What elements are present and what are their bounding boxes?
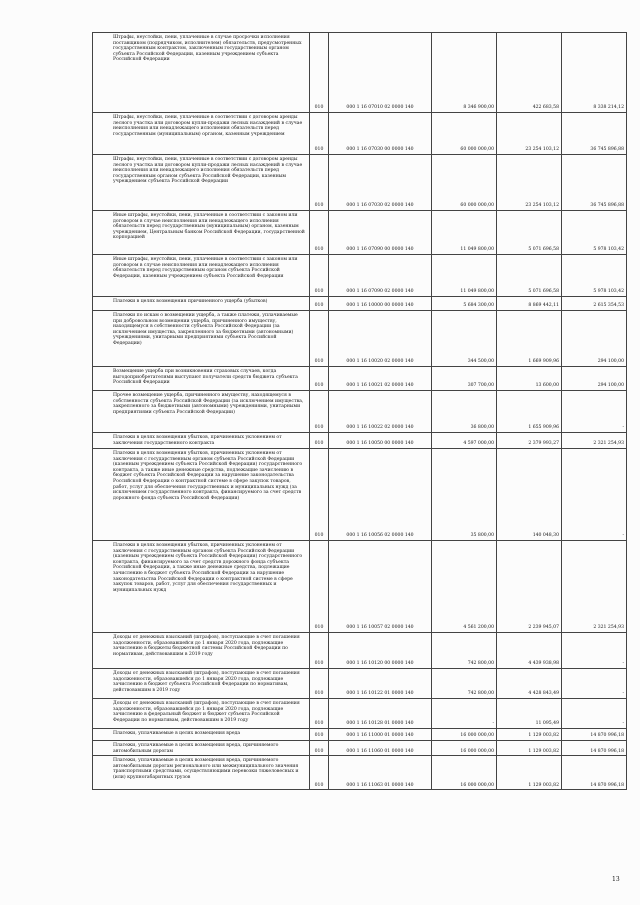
row-name-cell: Платежи, уплачиваемые в целях возмещения вреда, причиняемого автомобильным дорогам — [93, 741, 310, 756]
row-name-cell: Платежи в целях возмещения убытков, причиненных уклонением от заключения с государственным органом субъекта Российской Федерации (казенным учреждением субъекта Российской Федерации) государственного контракта, а также иные денежные средства, подлежащие зачислению в бюджет субъекта Российской Федерации за нарушение законодательства Российской Федерации о контрактной системе в сфере закупок товаров, работ, услуг для обеспечения государственных и муниципальных нужд (за исключением государственного контракта, финансируемого за счет средств дорожного фонда субъекта Российской Федерации) — [93, 449, 310, 541]
row-classification-code-cell: 000 1 16 10000 00 0000 140 — [329, 297, 432, 311]
row-classification-code-cell: 000 1 16 10057 02 0000 140 — [329, 541, 432, 633]
row-approved-amount-cell: 344 500,00 — [432, 311, 497, 367]
row-code-cell: 010 — [310, 367, 329, 391]
row-code-cell: 010 — [310, 113, 329, 155]
row-name-cell: Возмещение ущерба при возникновении страховых случаев, когда выгодоприобретателями выступают получатели средств бюджета субъекта Российской Федерации — [93, 367, 310, 391]
table-row — [93, 113, 627, 155]
row-classification-code-cell: 000 1 16 11060 01 0000 140 — [329, 741, 432, 756]
row-name-cell: Платежи в целях возмещения убытков, причиненных уклонением от заключения с государственным органом субъекта Российской Федерации (казенным учреждением субъекта Российской Федерации) государственного контракта, финансируемого за счет средств дорожного фонда субъекта Российской Федерации, а также иные денежные средства, подлежащие зачислению в бюджет субъекта Российской Федерации за нарушение законодательства Российской Федерации о контрактной системе в сфере закупок товаров, работ, услуг для обеспечения государственных и муниципальных нужд — [93, 541, 310, 633]
row-approved-amount-cell: 742 800,00 — [432, 669, 497, 699]
row-name-cell: Иные штрафы, неустойки, пени, уплаченные в соответствии с законом или договором в случае неисполнения или ненадлежащего исполнения обязательств перед государственным (муниципальным) органом, казенным учреждением, Центральным банком Российской Федерации, государственной корпорацией — [93, 211, 310, 255]
table-row — [93, 669, 627, 699]
row-classification-code-cell: 000 1 16 10020 02 0000 140 — [329, 311, 432, 367]
row-classification-code-cell: 000 1 16 10122 01 0000 140 — [329, 669, 432, 699]
table-row — [93, 211, 627, 255]
table-row — [93, 311, 627, 367]
row-unexecuted-amount-cell: 2 615 354,53 — [562, 297, 627, 311]
row-approved-amount-cell: 307 700,00 — [432, 367, 497, 391]
row-approved-amount-cell: 36 800,00 — [432, 391, 497, 433]
table-row — [93, 633, 627, 669]
row-approved-amount-cell: 60 000 000,00 — [432, 155, 497, 211]
row-unexecuted-amount-cell: 8 338 214,12 — [562, 33, 627, 113]
row-code-cell: 010 — [310, 541, 329, 633]
table-row — [93, 433, 627, 449]
row-approved-amount-cell: 11 049 800,00 — [432, 255, 497, 297]
row-approved-amount-cell: 11 049 800,00 — [432, 211, 497, 255]
row-classification-code-cell: 000 1 16 11000 01 0000 140 — [329, 729, 432, 741]
row-unexecuted-amount-cell: - — [562, 391, 627, 433]
row-approved-amount-cell: 4 597 000,00 — [432, 433, 497, 449]
row-unexecuted-amount-cell: 5 978 103,42 — [562, 255, 627, 297]
table-row — [93, 729, 627, 741]
row-approved-amount-cell: 8 346 900,00 — [432, 33, 497, 113]
row-classification-code-cell: 000 1 16 10022 02 0000 140 — [329, 391, 432, 433]
row-code-cell: 010 — [310, 669, 329, 699]
row-unexecuted-amount-cell: 14 870 996,18 — [562, 756, 627, 790]
row-classification-code-cell: 000 1 16 10050 00 0000 140 — [329, 433, 432, 449]
table-row — [93, 699, 627, 729]
row-classification-code-cell: 000 1 16 10021 02 0000 140 — [329, 367, 432, 391]
row-executed-amount-cell: 5 071 696,58 — [497, 211, 562, 255]
row-executed-amount-cell: 1 129 003,82 — [497, 741, 562, 756]
row-executed-amount-cell: 4 428 843,49 — [497, 669, 562, 699]
row-classification-code-cell: 000 1 16 07030 00 0000 140 — [329, 113, 432, 155]
row-classification-code-cell: 000 1 16 07090 00 0000 140 — [329, 211, 432, 255]
table-row — [93, 391, 627, 433]
row-name-cell: Штрафы, неустойки, пени, уплаченные в соответствии с договором аренды лесного участка или договором купли-продажи лесных насаждений в случае неисполнения или ненадлежащего исполнения обязательств перед государственным органом субъекта Российской Федерации, казенным учреждением субъекта Российской Федерации — [93, 155, 310, 211]
row-unexecuted-amount-cell: 5 978 103,42 — [562, 211, 627, 255]
row-unexecuted-amount-cell: 36 745 896,88 — [562, 113, 627, 155]
row-code-cell: 010 — [310, 729, 329, 741]
row-approved-amount-cell: 4 561 200,00 — [432, 541, 497, 633]
row-name-cell: Иные штрафы, неустойки, пени, уплаченные в соответствии с законом или договором в случае неисполнения или ненадлежащего исполнения обязательств перед государственным органом субъекта Российской Федерации, казенным учреждением субъекта Российской Федерации — [93, 255, 310, 297]
row-code-cell: 010 — [310, 741, 329, 756]
row-unexecuted-amount-cell: - — [562, 633, 627, 669]
row-code-cell: 010 — [310, 255, 329, 297]
row-executed-amount-cell: 1 655 909,96 — [497, 391, 562, 433]
row-classification-code-cell: 000 1 16 07090 02 0000 140 — [329, 255, 432, 297]
budget-execution-table — [92, 32, 627, 790]
row-name-cell: Штрафы, неустойки, пени, уплаченные в случае просрочки исполнения поставщиком (подрядчиком, исполнителем) обязательств, предусмотренных государственным контрактом, заключенным государственным органом субъекта Российской Федерации, казенным учреждением субъекта Российской Федерации — [93, 33, 310, 113]
row-approved-amount-cell: 60 000 000,00 — [432, 113, 497, 155]
table-row — [93, 367, 627, 391]
row-executed-amount-cell: 13 600,00 — [497, 367, 562, 391]
row-unexecuted-amount-cell: - — [562, 449, 627, 541]
row-code-cell: 010 — [310, 33, 329, 113]
row-code-cell: 010 — [310, 756, 329, 790]
row-approved-amount-cell: 35 800,00 — [432, 449, 497, 541]
row-code-cell: 010 — [310, 433, 329, 449]
row-name-cell: Платежи по искам о возмещении ущерба, а также платежи, уплачиваемые при добровольном возмещении ущерба, причиненного имуществу, находящемуся в собственности субъекта Российской Федерации (за исключением имущества, закрепленного за бюджетными (автономными) учреждениями, унитарными предприятиями субъекта Российской Федерации) — [93, 311, 310, 367]
row-classification-code-cell: 000 1 16 07010 02 0000 140 — [329, 33, 432, 113]
row-approved-amount-cell: 16 000 000,00 — [432, 729, 497, 741]
table-row — [93, 756, 627, 790]
row-unexecuted-amount-cell: - — [562, 699, 627, 729]
row-classification-code-cell: 000 1 16 07030 02 0000 140 — [329, 155, 432, 211]
table-row — [93, 33, 627, 113]
row-unexecuted-amount-cell: 36 745 896,88 — [562, 155, 627, 211]
row-classification-code-cell: 000 1 16 11063 01 0000 140 — [329, 756, 432, 790]
row-approved-amount-cell: 742 800,00 — [432, 633, 497, 669]
row-executed-amount-cell: 11 095,49 — [497, 699, 562, 729]
row-code-cell: 010 — [310, 155, 329, 211]
row-name-cell: Платежи в целях возмещения причиненного ущерба (убытков) — [93, 297, 310, 311]
row-executed-amount-cell: 5 071 696,58 — [497, 255, 562, 297]
row-approved-amount-cell: 16 000 000,00 — [432, 741, 497, 756]
row-unexecuted-amount-cell: 14 870 996,18 — [562, 741, 627, 756]
row-name-cell: Штрафы, неустойки, пени, уплаченные в соответствии с договором аренды лесного участка или договором купли-продажи лесных насаждений в случае неисполнения или ненадлежащего исполнения обязательств перед государственным (муниципальным) органом, казенным учреждением — [93, 113, 310, 155]
table-row — [93, 541, 627, 633]
row-code-cell: 010 — [310, 633, 329, 669]
table-row — [93, 155, 627, 211]
table-row — [93, 255, 627, 297]
row-name-cell: Платежи, уплачиваемые в целях возмещения вреда — [93, 729, 310, 741]
row-unexecuted-amount-cell: - — [562, 669, 627, 699]
row-classification-code-cell: 000 1 16 10128 01 0000 140 — [329, 699, 432, 729]
row-executed-amount-cell: 1 669 909,96 — [497, 311, 562, 367]
row-name-cell: Доходы от денежных взысканий (штрафов), поступающие в счет погашения задолженности, образовавшейся до 1 января 2020 года, подлежащие зачислению в бюджет субъекта Российской Федерации по нормативам, действовавшим в 2019 году — [93, 669, 310, 699]
row-classification-code-cell: 000 1 16 10056 02 0000 140 — [329, 449, 432, 541]
row-code-cell: 010 — [310, 297, 329, 311]
row-approved-amount-cell: 16 000 000,00 — [432, 756, 497, 790]
row-classification-code-cell: 000 1 16 10120 00 0000 140 — [329, 633, 432, 669]
table-row — [93, 741, 627, 756]
row-code-cell: 010 — [310, 391, 329, 433]
row-code-cell: 010 — [310, 449, 329, 541]
row-approved-amount-cell: 5 684 300,00 — [432, 297, 497, 311]
row-code-cell: 010 — [310, 211, 329, 255]
row-unexecuted-amount-cell: 14 870 996,18 — [562, 729, 627, 741]
page-number: 13 — [612, 876, 620, 883]
row-code-cell: 010 — [310, 311, 329, 367]
row-executed-amount-cell: 422 683,58 — [497, 33, 562, 113]
row-executed-amount-cell: 140 048,30 — [497, 449, 562, 541]
row-name-cell: Доходы от денежных взысканий (штрафов), поступающие в счет погашения задолженности, образовавшейся до 1 января 2020 года, подлежащие зачислению в бюджеты бюджетной системы Российской Федерации по нормативам, действовавшим в 2019 году — [93, 633, 310, 669]
row-name-cell: Доходы от денежных взысканий (штрафов), поступающие в счет погашения задолженности, образовавшейся до 1 января 2020 года, подлежащие зачислению в федеральный бюджет и бюджет субъекта Российской Федерации по нормативам, действовавшим в 2019 году — [93, 699, 310, 729]
row-name-cell: Прочее возмещение ущерба, причиненного имуществу, находящемуся в собственности субъекта Российской Федерации (за исключением имущества, закрепленного за бюджетными (автономными) учреждениями, унитарными предприятиями субъекта Российской Федерации) — [93, 391, 310, 433]
row-code-cell: 010 — [310, 699, 329, 729]
row-executed-amount-cell: 2 239 945,07 — [497, 541, 562, 633]
row-unexecuted-amount-cell: 294 100,00 — [562, 311, 627, 367]
row-executed-amount-cell: 23 254 103,12 — [497, 113, 562, 155]
row-executed-amount-cell: 1 129 003,82 — [497, 729, 562, 741]
row-executed-amount-cell: 4 439 938,98 — [497, 633, 562, 669]
row-unexecuted-amount-cell: 2 321 254,93 — [562, 541, 627, 633]
row-executed-amount-cell: 8 869 442,11 — [497, 297, 562, 311]
table-body — [93, 33, 627, 790]
row-unexecuted-amount-cell: 2 321 254,93 — [562, 433, 627, 449]
row-unexecuted-amount-cell: 294 100,00 — [562, 367, 627, 391]
table-row — [93, 449, 627, 541]
table-row — [93, 297, 627, 311]
row-approved-amount-cell: - — [432, 699, 497, 729]
row-executed-amount-cell: 1 129 003,82 — [497, 756, 562, 790]
row-executed-amount-cell: 23 254 103,12 — [497, 155, 562, 211]
row-name-cell: Платежи в целях возмещения убытков, причиненных уклонением от заключения государственного контракта — [93, 433, 310, 449]
row-name-cell: Платежи, уплачиваемые в целях возмещения вреда, причиняемого автомобильным дорогам регионального или межмуниципального значения транспортными средствами, осуществляющими перевозки тяжеловесных и (или) крупногабаритных грузов — [93, 756, 310, 790]
row-executed-amount-cell: 2 379 993,27 — [497, 433, 562, 449]
